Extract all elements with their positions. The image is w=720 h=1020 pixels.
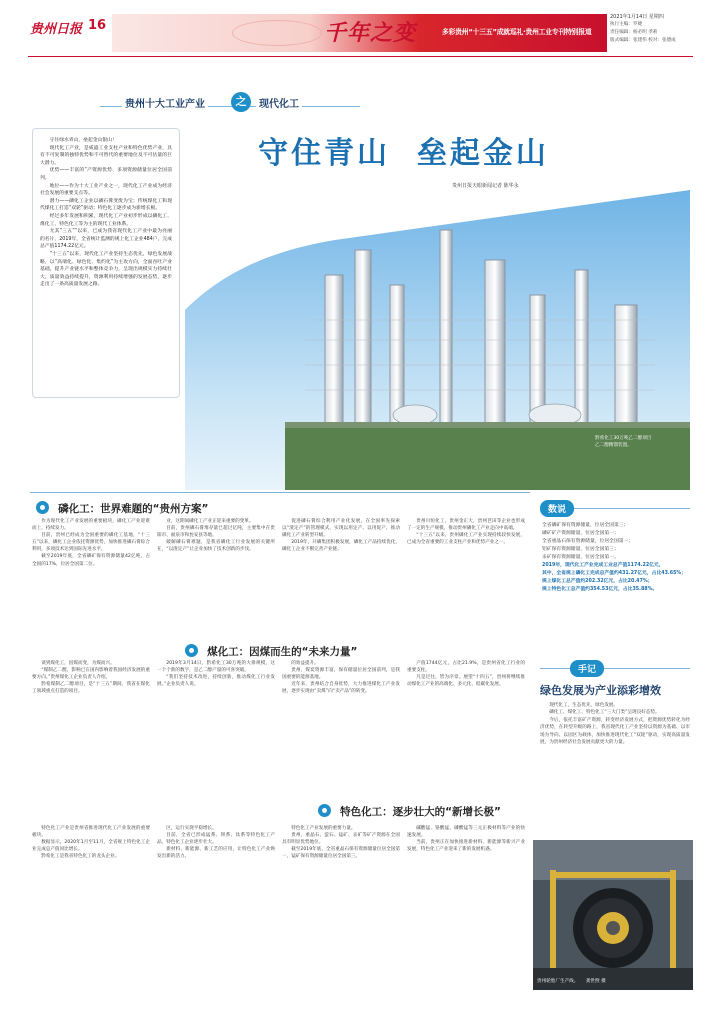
intro-text — [40, 137, 172, 289]
data-line: 铝矿保有资源储量，位居全国第三； — [542, 547, 619, 552]
paragraph: 破解磷石膏难题，是我省磷化工行业发展的关键所在，“以渣定产”让企业加快了技术创新的步伐。 — [157, 540, 275, 553]
paragraph: 凡是过往，皆为序章。展望“十四五”，贵州将继续推动煤化工产业的高端化、多元化、低碳化发展。 — [407, 675, 525, 688]
paragraph: 贵州，煤炭资源丰富，保有储量位居全国前列，是我国重要的能源基地。 — [282, 668, 400, 681]
intro-paragraph: 经过多年发展和积累，现代化工产业初步形成以磷化工、煤化工、特色化工等为主的现代工业体系。 — [40, 213, 172, 227]
paragraph: 目前，贵州磷石膏堆存量已超过亿吨，主要集中在贵阳市、福泉市和瓮安县等地。 — [157, 526, 275, 539]
banner-decoration — [232, 20, 322, 46]
paragraph: 2019年3月14日，黔希化工30万吨的大排规模，这一个个新的数字，是乙二醇产量的可喜突破。 — [157, 661, 275, 674]
intro-paragraph: 守住绿水青山，垒起金山银山！ — [49, 138, 117, 143]
paragraph: 促进磷石膏综合利用产业化发展，在全国率先探索以“渣定产”的管理模式，实现以用定产、以用促产，推动磷化工产业转型升级。 — [282, 519, 400, 539]
paragraph: 黔希化工是我省特色化工的龙头企业。 — [41, 854, 120, 860]
headline: 守住青山 垒起金山 — [258, 136, 549, 171]
data-line: 规上特色化工总产值约354.53亿元，占比35.88%。 — [542, 587, 658, 592]
paragraph: 目前，贵州已经成为全国重要的磷化工基地，“十三五”以来，磷化工企业依托资源优势，加快推进磷石膏综合利用，多项技术达到国际先进水平。 — [32, 533, 150, 553]
notes-box-title: 手记 — [570, 660, 604, 677]
notes-text — [540, 702, 690, 746]
paragraph: 截至2019年底，全省磷矿保有资源储量42亿吨，占全国的17%，位居全国第二位。 — [32, 554, 150, 567]
chemical-plant-photo — [185, 190, 690, 490]
editor-line: 执行主编：罗婕 — [610, 22, 643, 27]
newspaper-logo: 贵州日报 — [30, 22, 83, 37]
notes-box — [540, 660, 690, 810]
intro-paragraph: “十三五”以来，现代化工产业坚持生态优先，绿色发展战略，以“高端化、绿色化、集约化”为主攻方向，全面吞吐产业基础，提升产业链水平和整体竞争力，呈现出规模实力持续壮大，质量效益持续提升，资源利用持续增强的发展态势，逐步走出了一条高质量发展之路。 — [40, 251, 172, 288]
editor-line: 责任编辑：杨必明 孝莉 — [610, 30, 658, 35]
section-title: 磷化工：世界难题的“贵州方案” — [58, 503, 209, 515]
intro-paragraph: 地位——作为十大工业产业之一，现代化工产业成为经济社会发展的重要支点等。 — [40, 183, 172, 197]
paragraph: “十三五”以来，贵州磷化工产业实现持续较快发展，已成为全省重要的工业支柱产业和优势产业之一。 — [407, 533, 525, 546]
data-box — [540, 500, 690, 650]
masthead — [0, 0, 720, 62]
intro-paragraph: 优势——丰富的“产资源优势、多项资源储量位居全国前列。 — [40, 168, 172, 181]
special-col-2 — [157, 825, 275, 860]
category-left: 贵州十大工业产业 — [122, 95, 208, 110]
paragraph: “我们坚持技术改进，持续创新，推动煤化工行业发展。”企业负责人说。 — [157, 675, 275, 688]
notes-box-rule — [540, 668, 690, 669]
data-line: 其中，全省规上磷化工完成总产值约431.27亿元，占比43.65%； — [542, 571, 687, 576]
special-col-1 — [32, 825, 150, 860]
masthead-rule — [28, 56, 693, 57]
section-coal-header — [185, 640, 357, 659]
intro-paragraph: 潜力——磷化工企业以磷石膏变废为宝；传统煤化工和现代煤化工打造“双轮”驱动；特色化工逐步成为新增长极。 — [40, 198, 172, 212]
paragraph: 2019年，开磷集团积极发展，磷化工产品持续优化，磷化工企业不断完善产业链。 — [282, 540, 400, 553]
intro-box — [32, 128, 180, 398]
paragraph: 截至2019年底，全省重晶石保有资源储量位居全国第一，锰矿保有资源储量位居全国第三。 — [282, 847, 400, 860]
paragraph: 当前，贵州正在加快推进新材料、新能源等新兴产业发展，特色化工产业迎来了新的发展机遇。 — [407, 840, 525, 853]
caption-line: 乙二醇精馏装置。 — [595, 443, 632, 448]
phosphorus-col-2 — [157, 518, 275, 553]
paragraph: 贵州川恒化工，贵州金正大，贵州芭田等企业也形成了一定的生产规模，推动贵州磷化工产业走向中高端。 — [407, 519, 525, 532]
coal-col-2 — [157, 660, 275, 688]
paragraph: 目前，全省已形成锰系、钡系、钛系等特色化工产品，特色化工企业逐步壮大。 — [157, 833, 275, 846]
editor-info — [610, 21, 676, 45]
data-box-text — [542, 522, 690, 594]
category-banner — [100, 92, 360, 114]
notes-paragraph: 磷化工、煤化工、特色化工“三大门类”呈现良好态势。 — [549, 710, 660, 716]
date-line: 2021年1月14日 星期四 — [610, 14, 664, 20]
paragraph: 特色化工产业发展的重要力量。 — [291, 826, 356, 831]
special-col-4 — [407, 825, 525, 853]
section-bullet-icon — [185, 644, 198, 657]
page-number: 16 — [88, 18, 107, 33]
banner — [112, 14, 607, 52]
paragraph: 区，运行实现平稳增长。 — [166, 826, 217, 831]
tire-factory-photo — [533, 840, 693, 990]
special-col-3 — [282, 825, 400, 860]
paragraph: 黔希煤制乙二醇项目，是“十三五”期间，我省在煤化工领域重点打造的项目。 — [32, 682, 150, 695]
category-connector: 之 — [231, 92, 251, 112]
notes-box-header — [540, 660, 690, 676]
editor-line: 版式编辑：张建伟 校对：张德成 — [610, 38, 676, 43]
photo-caption — [595, 435, 651, 449]
banner-title: 千年之变 — [324, 20, 417, 46]
paragraph: 的效益提升。 — [291, 661, 319, 666]
banner-subtitle: 多彩贵州“十三五”成就巡礼·贵州工业专刊特别报道 — [442, 28, 592, 36]
data-box-title: 数说 — [540, 500, 574, 517]
paragraph: 谈到煤化工，因煤而变，为煤而兴。 — [41, 661, 115, 666]
notes-paragraph: 现代化工，生态优先，绿色发展。 — [549, 703, 619, 708]
section-divider — [30, 492, 530, 493]
photographer: 龚世煦 摄 — [585, 979, 606, 984]
section-title: 特色化工：逐步壮大的“新增长极” — [340, 806, 501, 818]
paragraph: 作为现代化工产业发展的重要板块，磷化工产业迎难而上，持续发力。 — [32, 519, 150, 532]
notes-heading: 绿色发展为产业添彩增效 — [540, 684, 661, 697]
intro-paragraph: 尤其“三五”“以来，已成为我省现代化工产业中最为亮丽的名片，2019年，全省统计监测的规上化工企业484户，完成总产值1174.22亿元。 — [40, 229, 172, 250]
data-line: 规上煤化工总产值约202.32亿元，占比20.47%； — [542, 579, 653, 584]
section-phosphorus-header — [36, 497, 208, 516]
intro-paragraph: 现代化工产业，是威盛工业支柱产业和特色优势产业，具有不可复制的独特优势和不可替代的重要地位及不可估量的巨大潜力。 — [40, 145, 172, 166]
section-special-header — [318, 800, 501, 819]
section-bullet-icon — [36, 501, 49, 514]
paragraph: “煤制乙二醇，影响已在国内影响着我国经济发展的重要方向。”贵州煤化工企业负责人介绍。 — [32, 668, 150, 681]
data-line: 全省磷矿保有资源储量，位居全国第三； — [542, 523, 629, 528]
data-line: 汞矿保有资源储量，位居全国第一。 — [542, 555, 619, 560]
paragraph: 数据显示，2020年1月至11月，全省规上特色化工企业完成总产值同比增长。 — [32, 840, 150, 853]
paragraph: 新材料、新能源、新工艺的应用，让特色化工产业焕发出新的活力。 — [157, 847, 275, 860]
data-box-header — [540, 500, 690, 516]
notes-paragraph: 今后，依托丰富矿产资源，转变经济发展方式，把资源优势转化为经济优势，在转型升级的路上，我省现代化工产业坚持以资源为基础、以市场为导向、以园区为载体，加快推进现代化工“双轮”驱动，实现高质量发展，为贵州经济社会发展贡献更大的力量。 — [540, 717, 690, 746]
category-right: 现代化工 — [256, 95, 302, 110]
byline: 贵州日报天眼新闻记者 陈华永 — [452, 183, 519, 189]
phosphorus-col-1 — [32, 518, 150, 568]
caption-text: 贵州轮胎厂生产线。 — [537, 979, 579, 984]
phosphorus-col-4 — [407, 518, 525, 546]
caption-line: 黔希化工30万吨乙二醇项目 — [595, 436, 652, 441]
section-title: 煤化工：因煤而生的“未来力量” — [207, 646, 358, 658]
paragraph: 贵州，重晶石、萤石、锰矿、汞矿等矿产资源在全国具有明显优势地位。 — [282, 833, 400, 846]
paragraph: 特色化工产业是贵州省推进现代化工产业发展的重要板块。 — [32, 826, 150, 839]
section-bullet-icon — [318, 804, 331, 817]
photo-caption — [537, 978, 606, 984]
paragraph: 碱酸锰、铬酸锰、磷酸锰等三元正极材料等产业的快速发展。 — [407, 826, 525, 839]
coal-col-4 — [407, 660, 525, 688]
paragraph: 近年来，贵州结合自身优势，大力推进煤化工产业发展，逐步实现由“卖煤”向“卖产品”的转变。 — [282, 682, 400, 695]
coal-col-3 — [282, 660, 400, 695]
paragraph: 业，这期间磷化工产业正迎来重要的变革。 — [166, 519, 254, 524]
phosphorus-col-3 — [282, 518, 400, 553]
paragraph: 产值1744亿元，占比21.9%，是贵州省化工行业的重要支柱。 — [407, 661, 525, 674]
coal-col-1 — [32, 660, 150, 695]
data-line: 2019年，现代化工产业完成工业总产值1174.22亿元， — [542, 563, 664, 568]
data-line: 磷矿矿产资源储量，位居全国第一； — [542, 531, 619, 536]
data-line: 全省重晶石保有资源储量，位居全国第一； — [542, 539, 634, 544]
